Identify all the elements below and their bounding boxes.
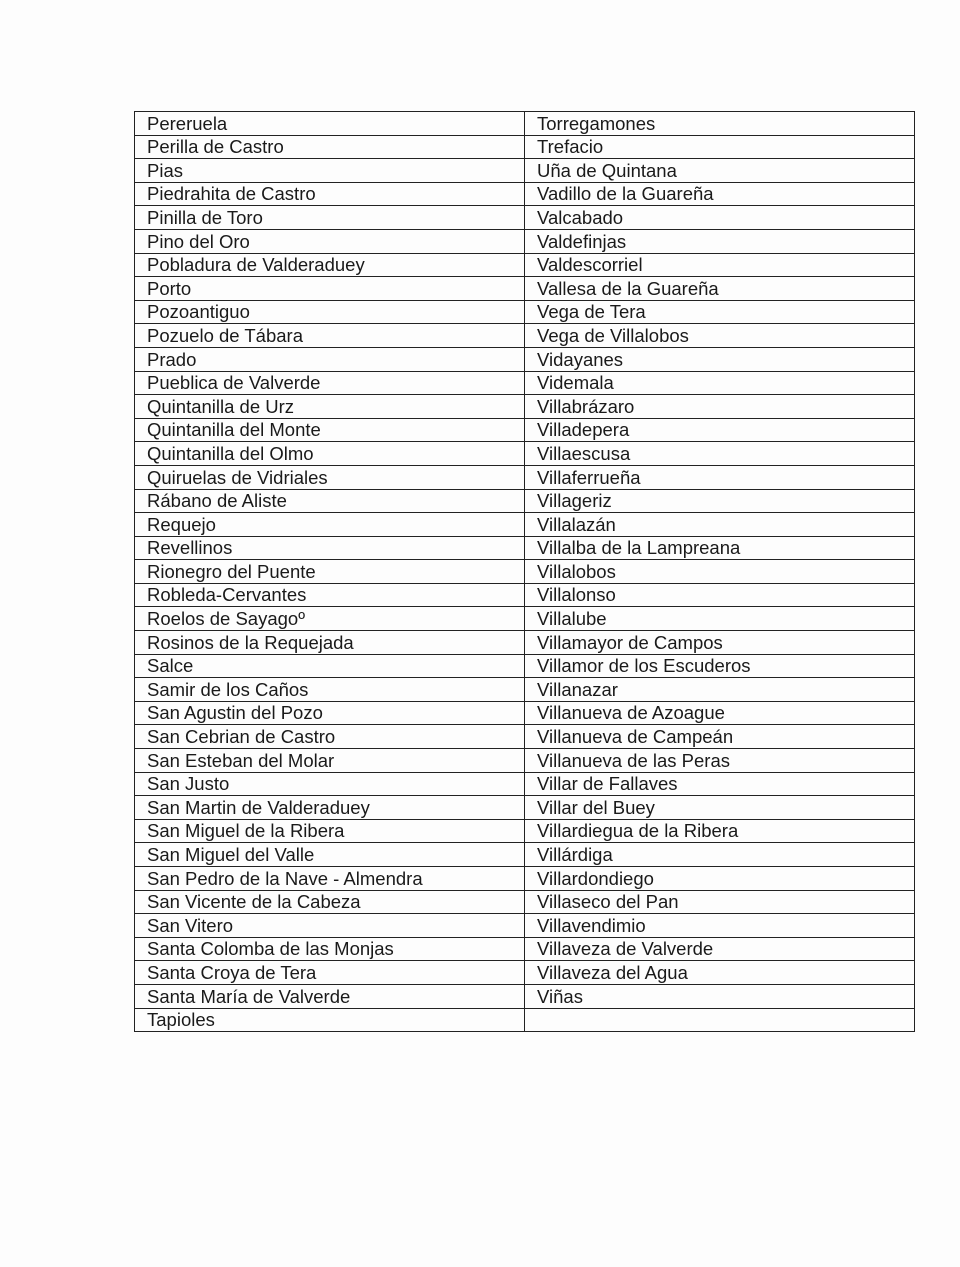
municipality-cell-left: San Justo	[135, 772, 525, 796]
municipality-cell-right: Videmala	[525, 371, 915, 395]
table-row	[135, 1008, 915, 1032]
municipality-cell-right: Villanueva de las Peras	[525, 749, 915, 773]
municipality-cell-right: Villageriz	[525, 489, 915, 513]
table-row	[135, 867, 915, 891]
municipality-cell-right: Villanueva de Azoague	[525, 701, 915, 725]
table-row	[135, 583, 915, 607]
table-row	[135, 536, 915, 560]
municipality-cell-right: Villalazán	[525, 513, 915, 537]
table-row	[135, 253, 915, 277]
municipality-cell-right	[525, 1008, 915, 1032]
table-row	[135, 159, 915, 183]
municipality-cell-left: Rionegro del Puente	[135, 560, 525, 584]
municipality-cell-right: Villalube	[525, 607, 915, 631]
municipality-cell-right: Vega de Tera	[525, 300, 915, 324]
municipality-cell-left: Quintanilla del Monte	[135, 418, 525, 442]
table-row	[135, 654, 915, 678]
municipality-cell-right: Villanueva de Campeán	[525, 725, 915, 749]
table-row	[135, 513, 915, 537]
table-row	[135, 607, 915, 631]
table-row	[135, 819, 915, 843]
municipality-cell-left: Porto	[135, 277, 525, 301]
table-row	[135, 182, 915, 206]
table-row	[135, 914, 915, 938]
table-row	[135, 796, 915, 820]
table-row	[135, 418, 915, 442]
municipality-cell-right: Uña de Quintana	[525, 159, 915, 183]
municipality-cell-right: Villavendimio	[525, 914, 915, 938]
municipality-cell-left: Pino del Oro	[135, 229, 525, 253]
municipality-cell-left: San Cebrian de Castro	[135, 725, 525, 749]
municipality-cell-right: Villardondiego	[525, 867, 915, 891]
municipality-cell-left: Tapioles	[135, 1008, 525, 1032]
municipality-cell-left: San Miguel del Valle	[135, 843, 525, 867]
municipality-cell-right: Viñas	[525, 984, 915, 1008]
municipality-cell-left: Piedrahita de Castro	[135, 182, 525, 206]
municipality-cell-right: Villalba de la Lampreana	[525, 536, 915, 560]
municipality-cell-left: San Vicente de la Cabeza	[135, 890, 525, 914]
table-row	[135, 772, 915, 796]
municipality-cell-left: Santa Colomba de las Monjas	[135, 937, 525, 961]
municipality-cell-right: Villardiegua de la Ribera	[525, 819, 915, 843]
municipality-cell-left: San Agustin del Pozo	[135, 701, 525, 725]
table-row	[135, 560, 915, 584]
table-row	[135, 135, 915, 159]
table-row	[135, 937, 915, 961]
municipality-cell-right: Vallesa de la Guareña	[525, 277, 915, 301]
municipality-cell-right: Valcabado	[525, 206, 915, 230]
table-row	[135, 465, 915, 489]
municipality-cell-right: Valdescorriel	[525, 253, 915, 277]
municipality-cell-left: Santa Croya de Tera	[135, 961, 525, 985]
municipality-cell-left: Quiruelas de Vidriales	[135, 465, 525, 489]
municipality-cell-left: Pias	[135, 159, 525, 183]
table-row	[135, 631, 915, 655]
table-row	[135, 371, 915, 395]
municipalities-table-body	[135, 112, 915, 1032]
table-row	[135, 112, 915, 136]
municipalities-table	[134, 111, 915, 1032]
municipality-cell-right: Trefacio	[525, 135, 915, 159]
table-row	[135, 890, 915, 914]
municipality-cell-right: Vega de Villalobos	[525, 324, 915, 348]
municipality-cell-left: Revellinos	[135, 536, 525, 560]
municipality-cell-left: Pozuelo de Tábara	[135, 324, 525, 348]
municipality-cell-right: Villar del Buey	[525, 796, 915, 820]
municipality-cell-left: Samir de los Caños	[135, 678, 525, 702]
table-row	[135, 489, 915, 513]
table-row	[135, 229, 915, 253]
municipality-cell-right: Villabrázaro	[525, 395, 915, 419]
table-row	[135, 843, 915, 867]
municipality-cell-right: Villalonso	[525, 583, 915, 607]
municipality-cell-right: Villamor de los Escuderos	[525, 654, 915, 678]
municipality-cell-right: Torregamones	[525, 112, 915, 136]
municipality-cell-right: Villaseco del Pan	[525, 890, 915, 914]
municipality-cell-left: San Miguel de la Ribera	[135, 819, 525, 843]
municipality-cell-right: Villaveza del Agua	[525, 961, 915, 985]
municipality-cell-left: Pinilla de Toro	[135, 206, 525, 230]
municipality-cell-right: Valdefinjas	[525, 229, 915, 253]
municipality-cell-right: Villaveza de Valverde	[525, 937, 915, 961]
municipality-cell-left: San Esteban del Molar	[135, 749, 525, 773]
municipality-cell-right: Villárdiga	[525, 843, 915, 867]
municipality-cell-left: Pereruela	[135, 112, 525, 136]
municipality-cell-left: Roelos de Sayagoº	[135, 607, 525, 631]
municipality-cell-right: Vadillo de la Guareña	[525, 182, 915, 206]
municipality-cell-left: Rosinos de la Requejada	[135, 631, 525, 655]
municipality-cell-left: Quintanilla de Urz	[135, 395, 525, 419]
municipality-cell-left: Pobladura de Valderaduey	[135, 253, 525, 277]
municipality-cell-left: Quintanilla del Olmo	[135, 442, 525, 466]
table-row	[135, 206, 915, 230]
municipality-cell-left: Prado	[135, 347, 525, 371]
municipality-cell-left: Pueblica de Valverde	[135, 371, 525, 395]
table-row	[135, 347, 915, 371]
table-row	[135, 961, 915, 985]
table-row	[135, 442, 915, 466]
municipality-cell-left: San Pedro de la Nave - Almendra	[135, 867, 525, 891]
municipality-cell-left: San Vitero	[135, 914, 525, 938]
municipality-cell-left: Rábano de Aliste	[135, 489, 525, 513]
municipality-cell-right: Villaferrueña	[525, 465, 915, 489]
municipality-cell-left: Santa María de Valverde	[135, 984, 525, 1008]
table-row	[135, 300, 915, 324]
municipality-cell-right: Vidayanes	[525, 347, 915, 371]
municipality-cell-left: Requejo	[135, 513, 525, 537]
municipality-cell-left: Perilla de Castro	[135, 135, 525, 159]
municipality-cell-right: Villamayor de Campos	[525, 631, 915, 655]
table-row	[135, 984, 915, 1008]
municipality-cell-right: Villar de Fallaves	[525, 772, 915, 796]
table-row	[135, 277, 915, 301]
municipality-cell-left: Robleda-Cervantes	[135, 583, 525, 607]
municipality-cell-left: San Martin de Valderaduey	[135, 796, 525, 820]
municipality-cell-right: Villanazar	[525, 678, 915, 702]
municipality-cell-left: Salce	[135, 654, 525, 678]
municipality-cell-right: Villaescusa	[525, 442, 915, 466]
municipality-cell-right: Villalobos	[525, 560, 915, 584]
table-row	[135, 678, 915, 702]
table-row	[135, 324, 915, 348]
municipality-cell-right: Villadepera	[525, 418, 915, 442]
table-row	[135, 749, 915, 773]
table-row	[135, 395, 915, 419]
table-row	[135, 701, 915, 725]
municipality-cell-left: Pozoantiguo	[135, 300, 525, 324]
table-row	[135, 725, 915, 749]
